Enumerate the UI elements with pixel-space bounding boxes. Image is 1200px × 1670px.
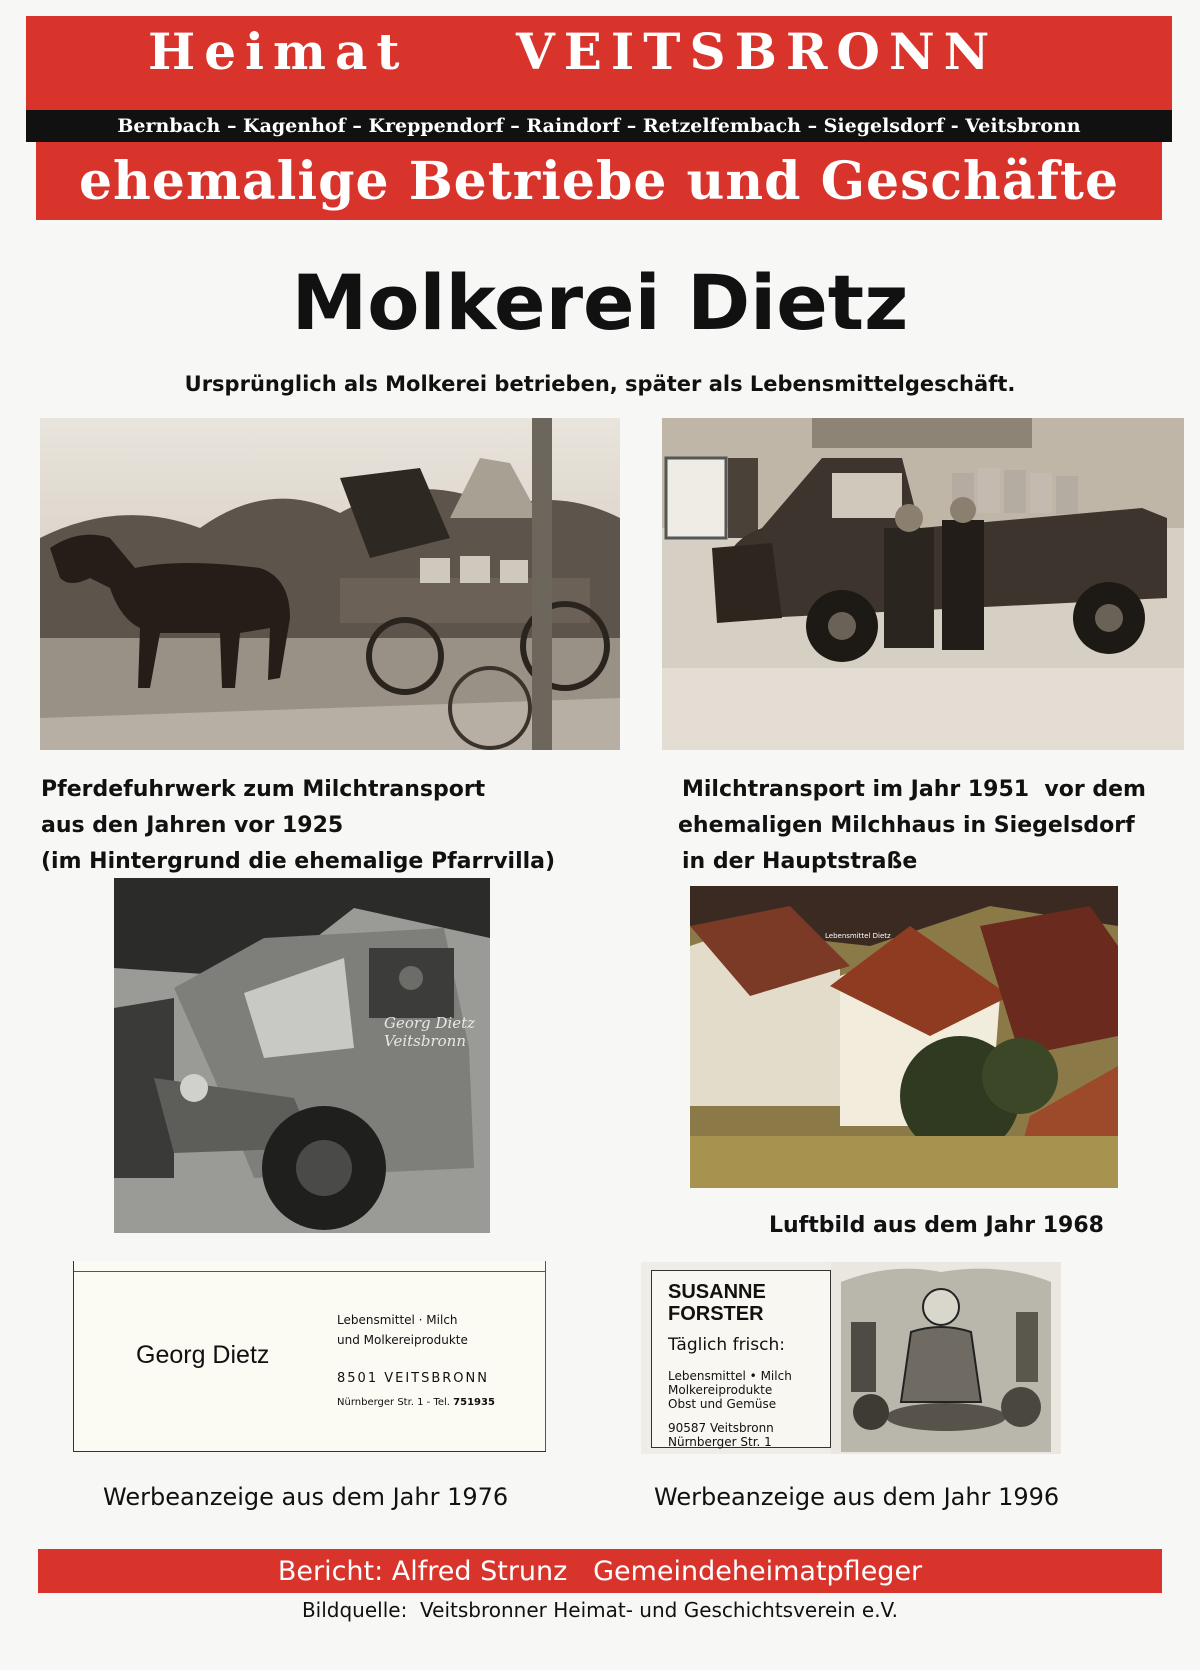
ad-1976-right-rule	[545, 1261, 546, 1451]
ad-1976-address	[337, 1397, 495, 1408]
ad-1996-textbox	[651, 1270, 831, 1448]
ad-1976-top-rule	[74, 1271, 546, 1272]
caption-photo4: Luftbild aus dem Jahr 1968	[769, 1213, 1104, 1238]
ad-1976-line2: und Molkereiprodukte	[337, 1333, 468, 1347]
ad-1996-city: 90587 Veitsbronn	[668, 1421, 774, 1435]
page-title: Molkerei Dietz	[291, 258, 909, 347]
ad-1996-slogan: Täglich frisch:	[668, 1335, 785, 1355]
ad-1996-products	[668, 1369, 792, 1411]
photo-aerial-1968	[690, 886, 1118, 1188]
caption-photo1-line3: (im Hintergrund die ehemalige Pfarrvilla)	[41, 849, 556, 874]
caption-photo1	[41, 772, 555, 880]
aerial-label: Lebensmittel Dietz	[825, 932, 891, 940]
caption-photo2	[678, 772, 1146, 880]
photo-truck-closeup	[114, 878, 490, 1233]
header-word-heimat: Heimat	[148, 22, 409, 81]
caption-photo1-line1: Pferdefuhrwerk zum Milchtransport	[41, 777, 486, 802]
page-subtitle: Ursprünglich als Molkerei betrieben, später als Lebensmittelgeschäft.	[184, 372, 1016, 396]
ad-1976-city: 8501 VEITSBRONN	[337, 1371, 489, 1386]
villages-strip: Bernbach – Kagenhof – Kreppendorf – Raindorf – Retzelfembach – Siegelsdorf - Veitsbronn	[26, 110, 1172, 142]
ad-1996-illustration	[831, 1262, 1061, 1454]
ad-1996-name	[668, 1281, 766, 1325]
ad-1976-street: Nürnberger Str. 1 - Tel.	[337, 1397, 454, 1408]
ad-1996-address	[668, 1421, 774, 1449]
ad-1976-phone: 751935	[453, 1397, 495, 1408]
truck-door-text-1: Georg Dietz	[384, 1014, 476, 1032]
header-word-veitsbronn: VEITSBRONN	[516, 22, 999, 81]
ad-1996	[641, 1262, 1061, 1454]
ad-1976-line1: Lebensmittel · Milch	[337, 1313, 458, 1327]
ad-1976-name: Georg Dietz	[136, 1341, 270, 1369]
photo-truck-1951	[662, 418, 1184, 750]
ad-1996-p3: Obst und Gemüse	[668, 1397, 777, 1411]
footer-report: Bericht: Alfred Strunz Gemeindeheimatpfleger	[38, 1549, 1162, 1593]
caption-ad2: Werbeanzeige aus dem Jahr 1996	[654, 1483, 1060, 1511]
truck-door-text-2: Veitsbronn	[384, 1032, 466, 1050]
photo-horse-cart	[40, 418, 620, 750]
ad-1996-name1: SUSANNE	[668, 1281, 766, 1303]
caption-photo2-line3: in der Hauptstraße	[682, 849, 918, 874]
ad-1976	[73, 1261, 546, 1452]
ad-1996-street: Nürnberger Str. 1	[668, 1435, 772, 1449]
footer-source: Bildquelle: Veitsbronner Heimat- und Geschichtsverein e.V.	[301, 1598, 899, 1622]
ad-1996-p2: Molkereiprodukte	[668, 1383, 773, 1397]
ad-1996-p1: Lebensmittel • Milch	[668, 1369, 792, 1383]
caption-ad1: Werbeanzeige aus dem Jahr 1976	[103, 1483, 509, 1511]
caption-photo1-line2: aus den Jahren vor 1925	[41, 813, 344, 838]
header-title	[26, 22, 1172, 92]
ad-1996-name2: FORSTER	[668, 1303, 764, 1325]
caption-photo2-line1: Milchtransport im Jahr 1951 vor dem	[682, 777, 1146, 802]
caption-photo2-line2: ehemaligen Milchhaus in Siegelsdorf	[678, 813, 1135, 838]
header-subtitle: ehemalige Betriebe und Geschäfte	[36, 142, 1162, 220]
